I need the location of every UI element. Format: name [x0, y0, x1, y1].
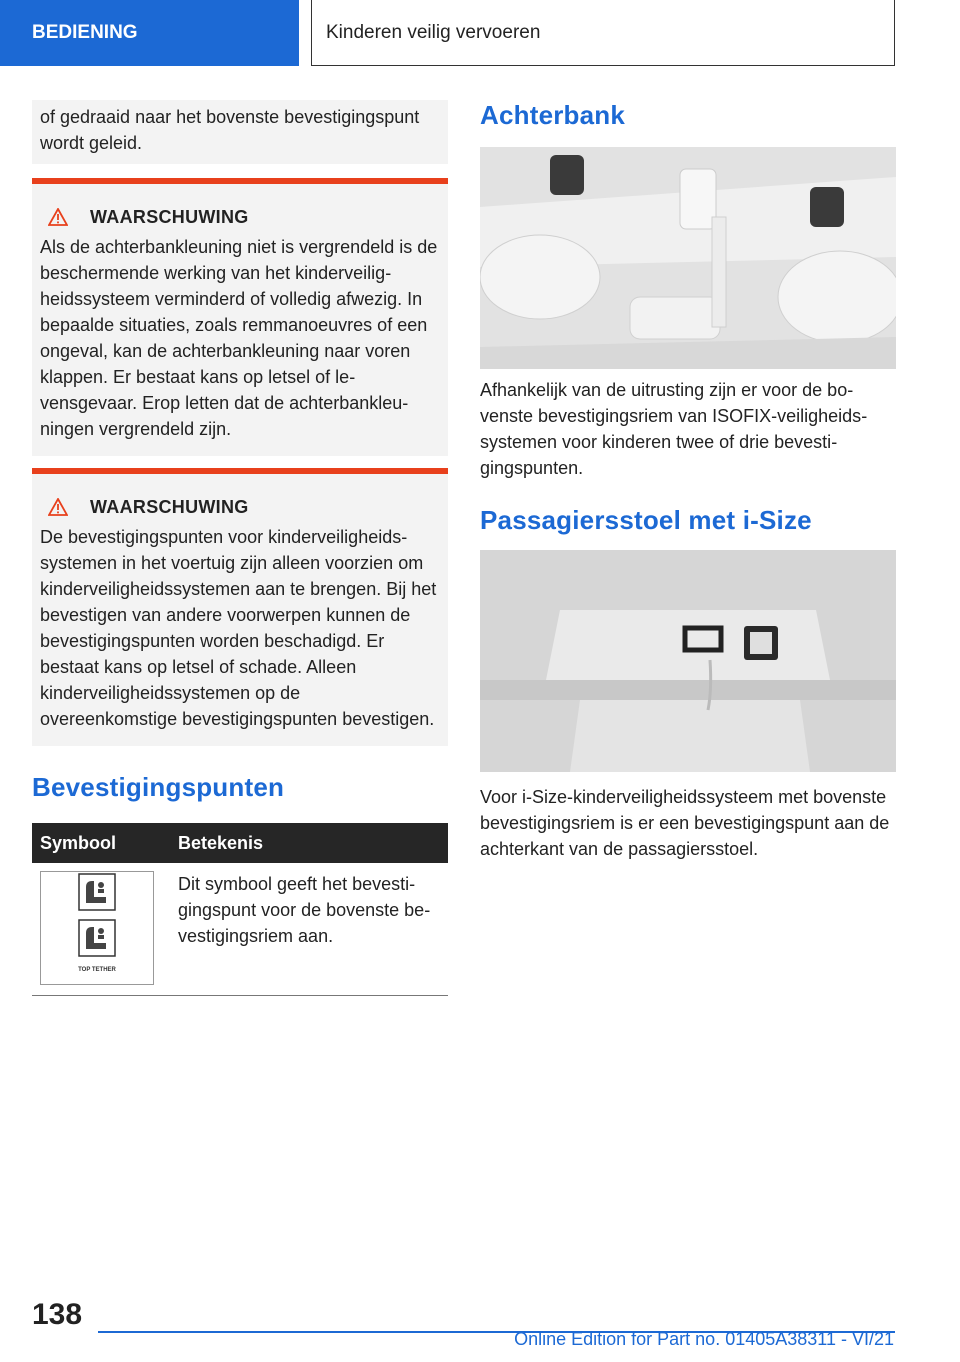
warning-title-1	[48, 204, 440, 230]
passenger-seat-photo	[480, 550, 896, 772]
warning-box-1	[32, 178, 448, 456]
footer-edition: Online Edition for Part no. 01405A38311 - VI/21	[514, 1329, 894, 1349]
section-title: Kinderen veilig vervoeren	[311, 0, 895, 66]
table-header-symbol: Symbool	[32, 823, 170, 863]
warning-title-text: WAARSCHUWING	[90, 207, 249, 227]
continued-text: of gedraaid naar het bovenste bevestigingspunt wordt geleid.	[32, 100, 448, 164]
warning-body-1: Als de achterbankleuning niet is vergrendeld is de beschermende werking van het kinderveiligheidssysteem verminderd of volledig afwezig. In bepaalde situaties, zoals remmanoeuvres of een ongeval, kan de achterbankleuning naar voren klappen. Er bestaat kans op letsel of levensgevaar. Erop letten dat de achterbankleuningen vergrendeld zijn.	[40, 237, 438, 439]
passagiersstoel-text: Voor i-Size-kinderveiligheidssysteem met bovenste bevestigingsriem is er een bevestigingspunt aan de achterkant van de passagiersstoel.	[480, 787, 890, 859]
right-column	[480, 100, 896, 862]
warning-box-2	[32, 468, 448, 746]
section-heading-bevestigingspunten: Bevestigingspunten	[32, 772, 285, 802]
left-column	[32, 100, 448, 996]
achterbank-text: Afhankelijk van de uitrusting zijn er voor de bovenste bevestigingsriem van ISOFIX-veiligheidssystemen voor kinderen twee of drie bevestigingspunten.	[480, 380, 868, 478]
warning-triangle-icon	[48, 208, 68, 226]
passenger-seat-illustration	[480, 550, 896, 772]
rear-seat-illustration	[480, 147, 896, 369]
table-header-meaning: Betekenis	[170, 823, 448, 863]
section-heading-achterbank: Achterbank	[480, 100, 626, 130]
section-heading-passagiersstoel: Passagiersstoel met i-Size	[480, 505, 812, 535]
meaning-cell: Dit symbool geeft het bevestigingspunt voor de bovenste bevestigingsriem aan.	[170, 863, 448, 996]
chapter-tab[interactable]: BEDIENING	[0, 0, 299, 66]
warning-body-2: De bevestigingspunten voor kinderveiligheidssystemen in het voertuig zijn alleen voorzien om kinderveiligheidssystemen aan te brengen. Bij het bevestigen van andere voorwerpen kunnen de bevestigingspunten worden beschadigd. Er bestaat kans op letsel of schade. Alleen kinderveiligheidssystemen op de overeenkomstige bevestigingspunten bevestigen.	[40, 527, 437, 729]
symbol-cell	[32, 863, 170, 996]
warning-title-2	[48, 494, 440, 520]
top-tether-caption: TOP TETHER	[78, 967, 116, 973]
symbol-table	[32, 823, 448, 996]
child-seat-anchor-icon	[78, 873, 116, 911]
top-tether-icon	[78, 919, 116, 957]
symbol-frame	[40, 871, 154, 985]
page-number: 138	[32, 1298, 83, 1331]
rear-seat-photo	[480, 147, 896, 369]
table-row	[32, 863, 448, 996]
warning-title-text: WAARSCHUWING	[90, 497, 249, 517]
warning-triangle-icon	[48, 498, 68, 516]
